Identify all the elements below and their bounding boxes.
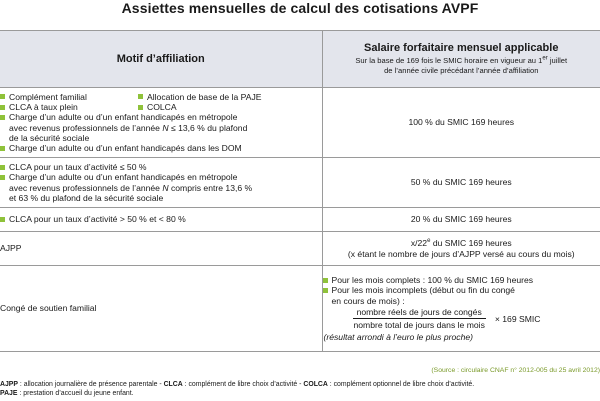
bullet-icon	[0, 175, 5, 180]
footnotes	[0, 380, 600, 398]
motif-cell: CLCA pour un taux d’activité > 50 % et < 80 %	[0, 208, 322, 232]
table-row	[0, 232, 600, 266]
formula-denominator: nombre total de jours dans le mois	[353, 320, 485, 331]
bullet-icon	[0, 94, 5, 99]
salaire-cell: 50 % du SMIC 169 heures	[322, 158, 600, 208]
table-row	[0, 88, 600, 158]
header-salaire-title: Salaire forfaitaire mensuel applicable	[364, 41, 559, 54]
prorata-formula	[350, 307, 600, 331]
motif-cell: AJPP	[0, 232, 322, 266]
bullet-icon	[0, 165, 5, 170]
footnote-line-1: AJPP : allocation journalière de présence parentale - CLCA : complément de libre choix d’activité - COLCA : complément optionnel de libre choix d’activité.	[0, 381, 475, 388]
bullet-icon	[138, 105, 143, 110]
table-row	[0, 158, 600, 208]
bullet-icon	[0, 146, 5, 151]
cotisations-table	[0, 30, 600, 352]
header-motif: Motif d’affiliation	[0, 31, 322, 88]
bullet-icon	[323, 288, 328, 293]
bullet-icon	[138, 94, 143, 99]
motif-cell: Complément familial Allocation de base de la PAJE CLCA à taux plein COLCA Charge d’un adulte ou d’un enfant handicapés en métropole avec revenus professionnels de l’année N ≤ 13,6 % du plafond de la sécurité sociale Charge d’un adulte ou d’un enfant handicapés dans les DOM	[0, 88, 322, 158]
header-salaire-subtitle: Sur la base de 169 fois le SMIC horaire en vigueur au 1er juillet de l’année civile précédant l’année d’affiliation	[355, 55, 568, 75]
formula-multiplier: × 169 SMIC	[494, 313, 541, 324]
bullet-icon	[0, 115, 5, 120]
rounding-note: (résultat arrondi à l’euro le plus proche)	[323, 331, 474, 342]
bullet-icon	[0, 105, 5, 110]
salaire-cell: Pour les mois complets : 100 % du SMIC 169 heures Pour les mois incomplets (début ou fin du congé en cours de mois) : $\frac{\text{nombre réels de jours de congés}}{\text{nombre total de jours dans le mois}}$ × 169 SMIC (résultat arrondi à l’euro le plus proche)	[322, 266, 600, 352]
bullet-icon	[323, 278, 328, 283]
motif-cell: Congé de soutien familial	[0, 266, 322, 352]
header-salaire	[322, 31, 600, 88]
salaire-cell: 100 % du SMIC 169 heures	[322, 88, 600, 158]
bullet-icon	[0, 217, 5, 222]
page-title: Assiettes mensuelles de calcul des cotisations AVPF	[121, 0, 479, 16]
salaire-cell: 20 % du SMIC 169 heures	[322, 208, 600, 232]
table-header-row	[0, 31, 600, 88]
motif-cell: CLCA pour un taux d’activité ≤ 50 % Charge d’un adulte ou d’un enfant handicapés en métropole avec revenus professionnels de l’année N compris entre 13,6 % et 63 % du plafond de la sécurité sociale	[0, 158, 322, 208]
table-row	[0, 266, 600, 352]
footnote-line-2: PAJE : prestation d’accueil du jeune enfant.	[0, 390, 134, 397]
source-note: (Source : circulaire CNAF n° 2012-005 du 25 avril 2012)	[431, 367, 600, 374]
formula-numerator: nombre réels de jours de congés	[353, 307, 486, 319]
table-row	[0, 208, 600, 232]
salaire-cell: x/22e du SMIC 169 heures (x étant le nombre de jours d’AJPP versé au cours du mois)	[322, 232, 600, 266]
